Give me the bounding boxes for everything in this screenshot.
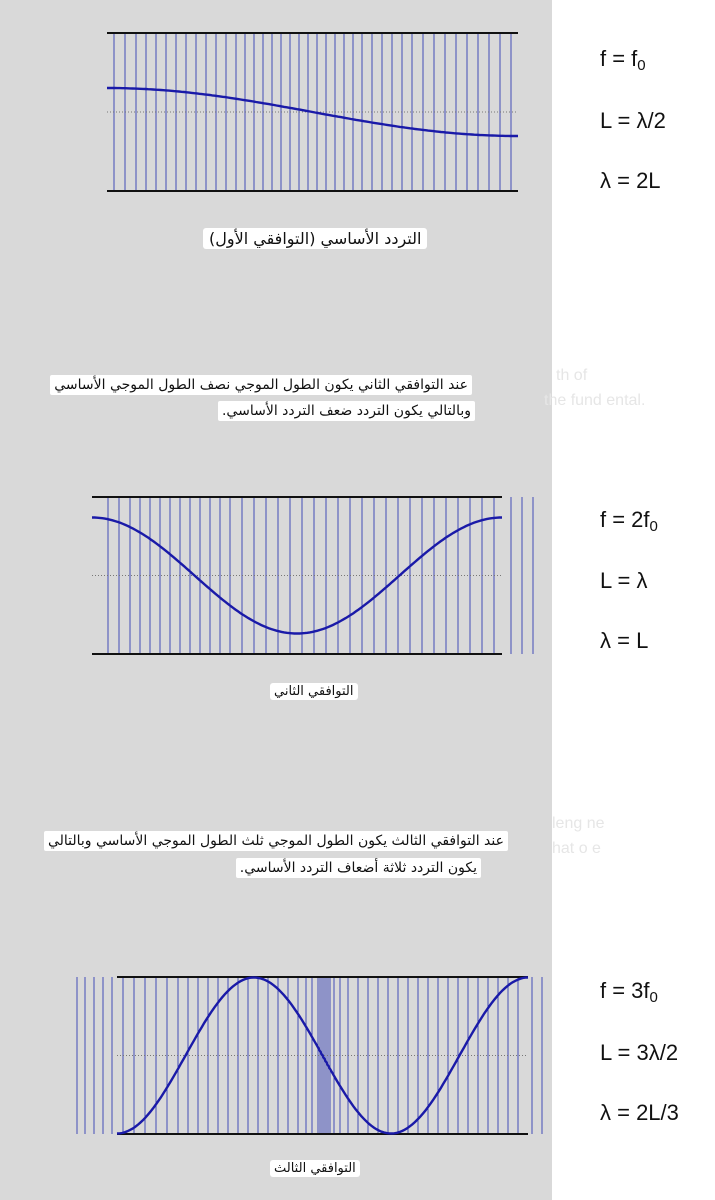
third-frequency-equation: $f = 3f_0$ bbox=[600, 978, 658, 1006]
third-harmonic-note-line1: عند التوافقي الثالث يكون الطول الموجي ثلث الطول الموجي الأساسي وبالتالي bbox=[44, 831, 508, 851]
third-harmonic-wave-plot bbox=[0, 964, 552, 1154]
second-frequency-equation: $f = 2f_0$ bbox=[600, 507, 658, 535]
fundamental-caption: التردد الأساسي (التوافقي الأول) bbox=[203, 228, 427, 249]
second-harmonic-caption: التوافقي الثاني bbox=[270, 683, 358, 700]
third-harmonic-diagram bbox=[0, 964, 552, 1154]
second-harmonic-note-line2: وبالتالي يكون التردد ضعف التردد الأساسي. bbox=[218, 401, 475, 421]
fundamental-diagram bbox=[0, 20, 552, 210]
faded-text-3: leng ne bbox=[552, 815, 605, 832]
faded-text-2: the fund ental. bbox=[544, 392, 646, 409]
third-harmonic-caption: التوافقي الثالث bbox=[270, 1160, 360, 1177]
faded-text-4: hat o e bbox=[552, 840, 601, 857]
third-wavelength-equation: λ = 2L/3 bbox=[600, 1100, 679, 1125]
second-wavelength-equation: λ = L bbox=[600, 628, 649, 653]
third-harmonic-note-line2: يكون التردد ثلاثة أضعاف التردد الأساسي. bbox=[236, 858, 481, 878]
second-harmonic-wave-plot bbox=[0, 484, 552, 674]
fundamental-frequency-equation: $f = f_0$ bbox=[600, 46, 646, 74]
second-harmonic-diagram bbox=[0, 484, 552, 674]
second-length-equation: L = λ bbox=[600, 568, 648, 593]
fundamental-wavelength-equation: λ = 2L bbox=[600, 168, 661, 193]
fundamental-wave-plot bbox=[0, 20, 552, 210]
fundamental-length-equation: L = λ/2 bbox=[600, 108, 666, 133]
third-length-equation: L = 3λ/2 bbox=[600, 1040, 679, 1065]
faded-text-1: th of bbox=[556, 367, 588, 384]
second-harmonic-note-line1: عند التوافقي الثاني يكون الطول الموجي نصف الطول الموجي الأساسي bbox=[50, 375, 472, 395]
